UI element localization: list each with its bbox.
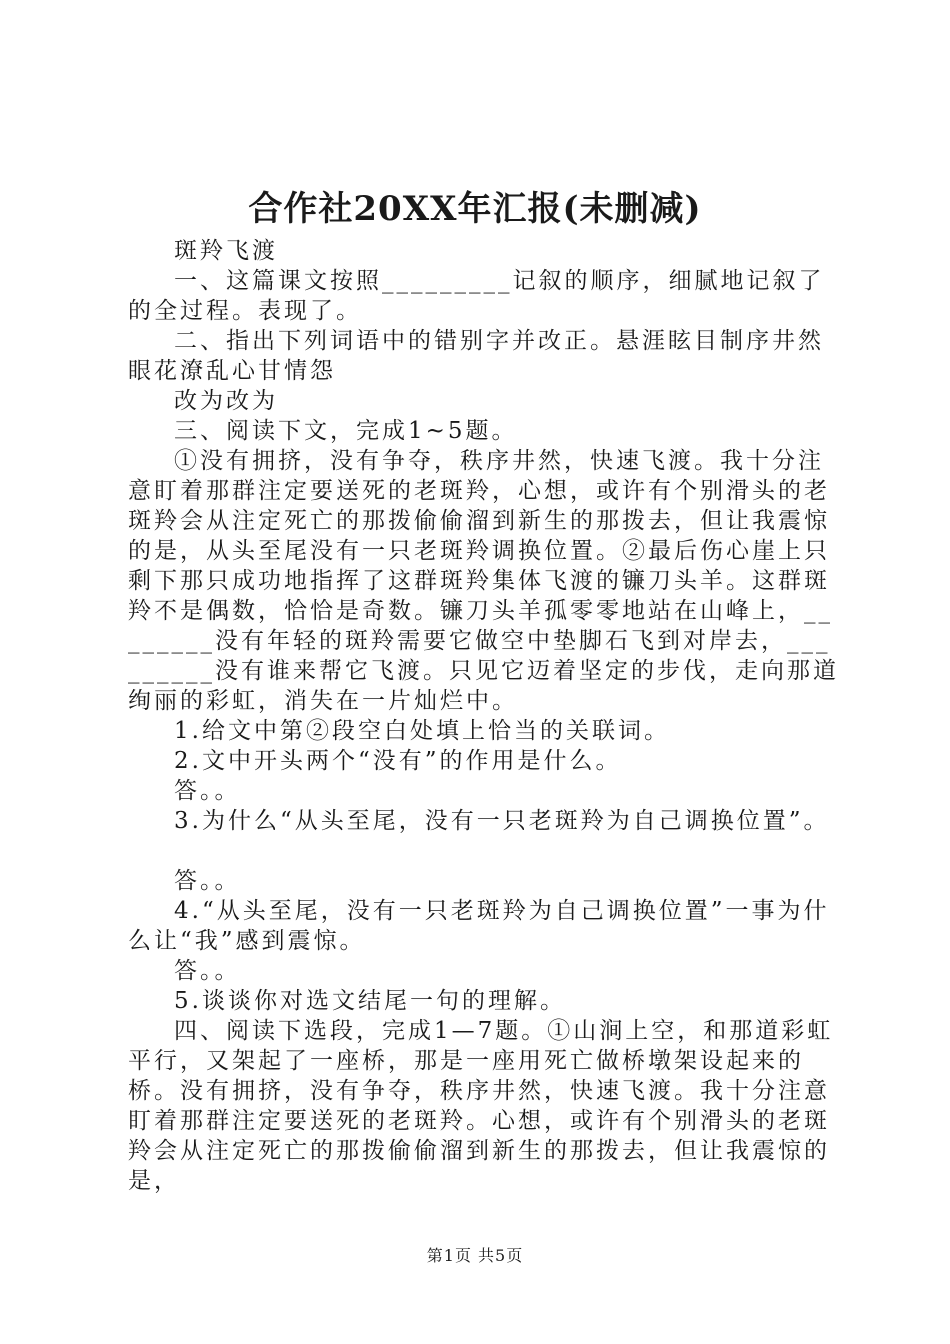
question-3-heading: 三、阅读下文，完成1~5题。 — [174, 418, 518, 444]
document-title: 合作社20XX年汇报(未删减) — [248, 189, 702, 229]
sub-question-1: 1.给文中第②段空白处填上恰当的关联词。 — [174, 718, 670, 744]
answer-line: 答。。 — [174, 958, 241, 984]
subtitle-paragraph: 斑羚飞渡 — [174, 238, 278, 264]
correction-paragraph: 改为改为 — [174, 388, 278, 414]
document-body — [128, 236, 840, 1196]
page-footer: 第1页 共5页 — [426, 1246, 524, 1265]
question-2-paragraph: 二、指出下列词语中的错别字并改正。悬涯眩目制序井然眼花潦乱心甘情怨 — [128, 328, 824, 384]
sub-question-3: 3.为什么“从头至尾，没有一只老斑羚为自己调换位置”。 — [174, 808, 830, 834]
reading-passage: ①没有拥挤，没有争夺，秩序井然，快速飞渡。我十分注意盯着那群注定要送死的老斑羚，心想，或许有个别滑头的老斑羚会从注定死亡的那拨偷偷溜到新生的那拨去，但让我震惊的是，从头至尾没有一只老斑羚调换位置。②最后伤心崖上只剩下那只成功地指挥了这群斑羚集体飞渡的镰刀头羊。这群斑羚不是偶数，恰恰是奇数。镰刀头羊孤零零地站在山峰上，________没有年轻的斑羚需要它做空中垫脚石飞到对岸去，_________没有谁来帮它飞渡。只见它迈着坚定的步伐，走向那道绚丽的彩虹，消失在一片灿烂中。 — [128, 448, 839, 714]
sub-question-2: 2.文中开头两个“没有”的作用是什么。 — [174, 748, 622, 774]
question-1-paragraph: 一、这篇课文按照_________记叙的顺序，细腻地记叙了的全过程。表现了。 — [128, 268, 825, 324]
answer-line: 答。。 — [174, 868, 241, 894]
answer-line: 答。。 — [174, 778, 241, 804]
sub-question-4: 4.“从头至尾，没有一只老斑羚为自己调换位置”一事为什么让“我”感到震惊。 — [128, 898, 830, 954]
question-4-paragraph: 四、阅读下选段，完成1—7题。①山涧上空，和那道彩虹平行，又架起了一座桥，那是一座用死亡做桥墩架设起来的桥。没有拥挤，没有争夺，秩序井然，快速飞渡。我十分注意盯着那群注定要送死的老斑羚。心想，或许有个别滑头的老斑羚会从注定死亡的那拨偷偷溜到新生的那拨去，但让我震惊的是， — [128, 1018, 834, 1194]
sub-question-5: 5.谈谈你对选文结尾一句的理解。 — [174, 988, 566, 1014]
